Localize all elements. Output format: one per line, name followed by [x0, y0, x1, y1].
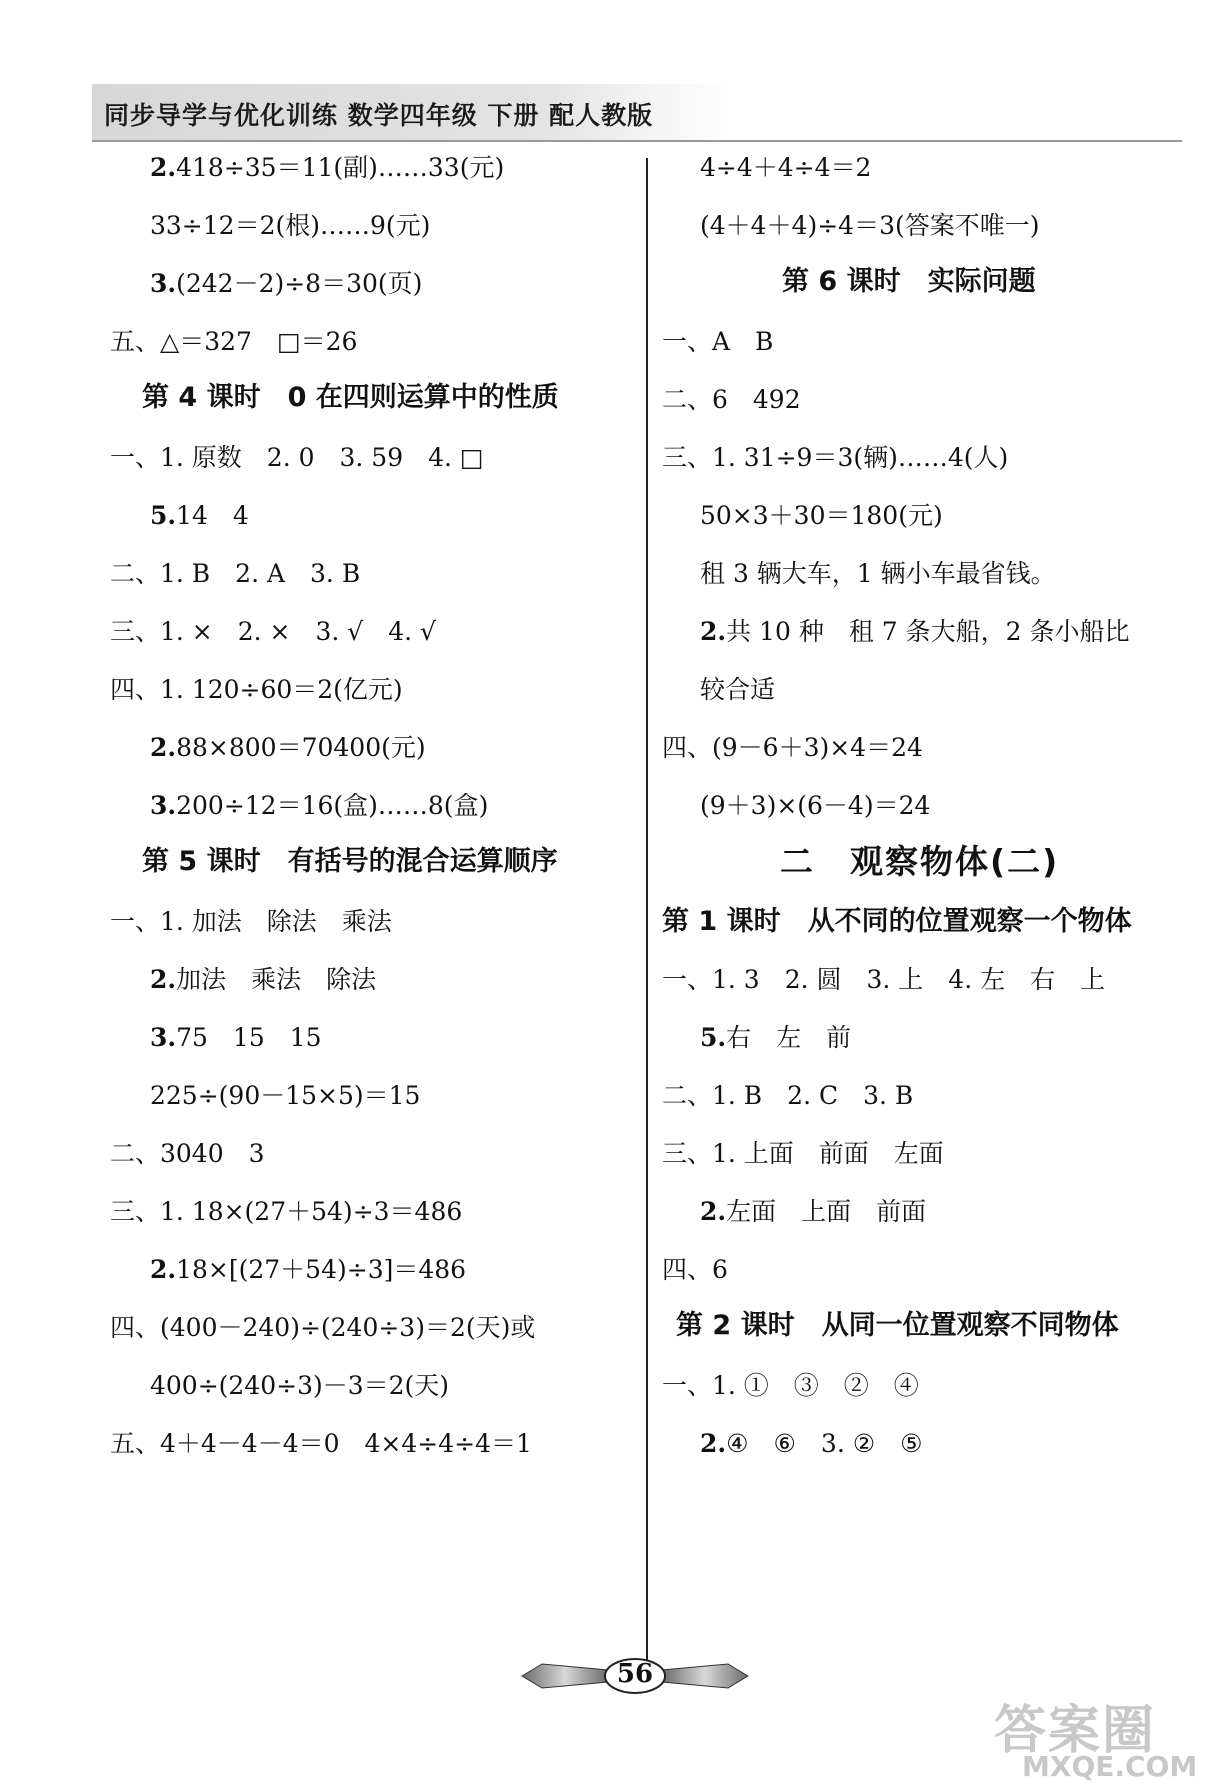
- watermark-url: MXQE.COM: [1022, 1750, 1198, 1783]
- answer-line: 三、1. 上面 前面 左面: [662, 1139, 944, 1168]
- answer-line: 五、4＋4－4－4＝0 4×4÷4÷4＝1: [110, 1429, 532, 1458]
- answer-line: 5.14 4: [150, 501, 249, 530]
- answer-line: 二、6 492: [662, 385, 801, 414]
- answer-line: (4＋4＋4)÷4＝3(答案不唯一): [700, 211, 1040, 240]
- answer-line: 一、1. ① ③ ② ④: [662, 1371, 919, 1400]
- lesson-heading: 第 5 课时 有括号的混合运算顺序: [142, 846, 558, 877]
- answer-line: 三、1. 31÷9＝3(辆)……4(人): [662, 443, 1009, 472]
- answer-line: 一、1. 3 2. 圆 3. 上 4. 左 右 上: [662, 965, 1106, 994]
- answer-line: 4÷4＋4÷4＝2: [700, 153, 872, 182]
- answer-line: 2.418÷35＝11(副)……33(元): [150, 153, 505, 182]
- answer-line: 33÷12＝2(根)……9(元): [150, 211, 431, 240]
- answer-line: 2.共 10 种 租 7 条大船，2 条小船比: [700, 617, 1130, 646]
- answer-line: 225÷(90－15×5)＝15: [150, 1081, 421, 1110]
- watermark-logo: 答案圈: [994, 1701, 1157, 1761]
- lesson-heading: 第 2 课时 从同一位置观察不同物体: [676, 1310, 1119, 1341]
- answer-line: 五、△＝327 □＝26: [110, 327, 358, 356]
- answer-line: 二、1. B 2. C 3. B: [662, 1081, 914, 1110]
- book-title: 同步导学与优化训练 数学四年级 下册 配人教版: [104, 101, 654, 130]
- answer-line: 2.④ ⑥ 3. ② ⑤: [700, 1429, 923, 1458]
- unit-heading: 二 观察物体(二): [780, 842, 1060, 881]
- answer-line: 四、6: [662, 1255, 728, 1284]
- lesson-heading: 第 1 课时 从不同的位置观察一个物体: [662, 906, 1132, 937]
- answer-line: 3.(242－2)÷8＝30(页): [150, 269, 423, 298]
- answer-line: 一、A B: [662, 327, 774, 356]
- answer-line: 2.18×[(27＋54)÷3]＝486: [150, 1255, 467, 1284]
- answer-line: 2.左面 上面 前面: [700, 1197, 927, 1226]
- answer-line: 三、1. × 2. × 3. √ 4. √: [110, 617, 436, 646]
- watermark: [958, 1688, 1208, 1788]
- page-footer: [520, 1656, 750, 1696]
- answer-line: 2.加法 乘法 除法: [150, 965, 377, 994]
- answer-line: (9＋3)×(6－4)＝24: [700, 791, 931, 820]
- lesson-heading: 第 6 课时 实际问题: [782, 266, 1036, 297]
- answer-line: 四、(400－240)÷(240÷3)＝2(天)或: [110, 1313, 536, 1342]
- answer-line: 50×3＋30＝180(元): [700, 501, 943, 530]
- answer-line: 3.200÷12＝16(盒)……8(盒): [150, 791, 489, 820]
- answer-line: 二、1. B 2. A 3. B: [110, 559, 361, 588]
- answer-line: 四、(9－6＋3)×4＝24: [662, 733, 923, 762]
- answer-line: 5.右 左 前: [700, 1023, 852, 1052]
- lesson-heading: 第 4 课时 0 在四则运算中的性质: [142, 382, 559, 413]
- answer-line: 二、3040 3: [110, 1139, 265, 1168]
- header-rule: [92, 140, 1182, 142]
- answer-line: 租 3 辆大车，1 辆小车最省钱。: [700, 559, 1056, 588]
- page-number: 56: [616, 1659, 654, 1689]
- answer-line: 一、1. 加法 除法 乘法: [110, 907, 392, 936]
- answer-line: 2.88×800＝70400(元): [150, 733, 426, 762]
- answer-line: 四、1. 120÷60＝2(亿元): [110, 675, 403, 704]
- answer-line: 一、1. 原数 2. 0 3. 59 4. □: [110, 443, 484, 472]
- answer-line: 较合适: [700, 675, 776, 704]
- answer-line: 三、1. 18×(27＋54)÷3＝486: [110, 1197, 463, 1226]
- column-divider: [646, 158, 648, 1666]
- answer-line: 400÷(240÷3)－3＝2(天): [150, 1371, 450, 1400]
- answer-line: 3.75 15 15: [150, 1023, 322, 1052]
